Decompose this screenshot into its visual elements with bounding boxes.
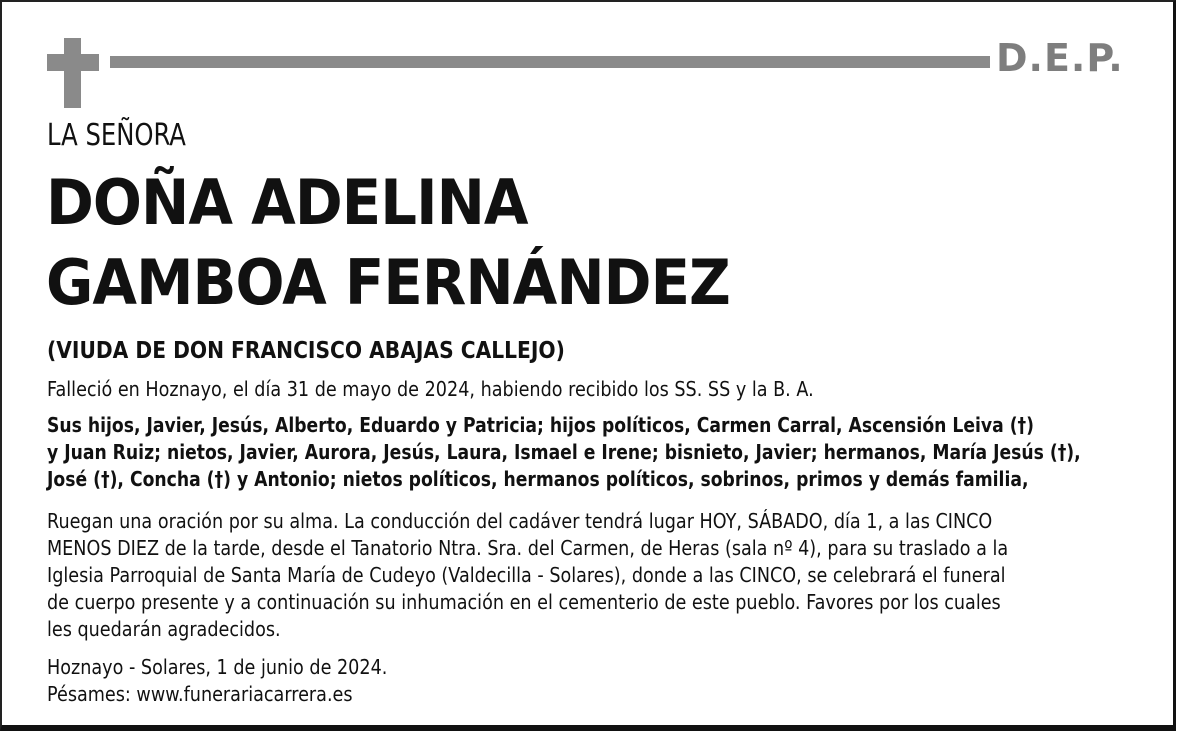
funeral-line: de cuerpo presente y a continuación su inhumación en el cementerio de este pueblo. Favores por los cuales xyxy=(47,590,1001,614)
family-line: Sus hijos, Javier, Jesús, Alberto, Eduardo y Patricia; hijos políticos, Carmen Carral, Ascensión Leiva (†) xyxy=(47,413,1035,437)
family-line: y Juan Ruiz; nietos, Javier, Aurora, Jesús, Laura, Ismael e Irene; bisnieto, Javier; hermanos, María Jesús (†), xyxy=(47,440,1081,464)
dep-label: D.E.P. xyxy=(996,36,1124,80)
family-list xyxy=(47,412,1081,493)
cross-icon xyxy=(47,38,99,108)
deceased-name-line1: DOÑA ADELINA xyxy=(46,166,528,239)
funeral-line: Iglesia Parroquial de Santa María de Cudeyo (Valdecilla - Solares), donde a las CINCO, se celebrará el funeral xyxy=(47,563,1006,587)
funeral-line: les quedarán agradecidos. xyxy=(47,617,281,641)
header-rule xyxy=(110,56,990,68)
deceased-name-line2: GAMBOA FERNÁNDEZ xyxy=(46,246,730,319)
widow-of: (VIUDA DE DON FRANCISCO ABAJAS CALLEJO) xyxy=(47,338,565,364)
funeral-line: MENOS DIEZ de la tarde, desde el Tanatorio Ntra. Sra. del Carmen, de Heras (sala nº 4), para su traslado a la xyxy=(47,536,1009,560)
place-date: Hoznayo - Solares, 1 de junio de 2024. xyxy=(47,655,388,679)
funeral-details xyxy=(47,508,1085,643)
title-prefix: LA SEÑORA xyxy=(47,118,186,153)
death-statement: Falleció en Hoznayo, el día 31 de mayo de 2024, habiendo recibido los SS. SS y la B. A. xyxy=(47,377,814,401)
family-line: José (†), Concha (†) y Antonio; nietos políticos, hermanos políticos, sobrinos, primos y demás familia, xyxy=(47,467,1029,491)
funeral-line: Ruegan una oración por su alma. La conducción del cadáver tendrá lugar HOY, SÁBADO, día 1, a las CINCO xyxy=(47,509,993,533)
condolences-link: Pésames: www.funerariacarrera.es xyxy=(47,682,353,706)
